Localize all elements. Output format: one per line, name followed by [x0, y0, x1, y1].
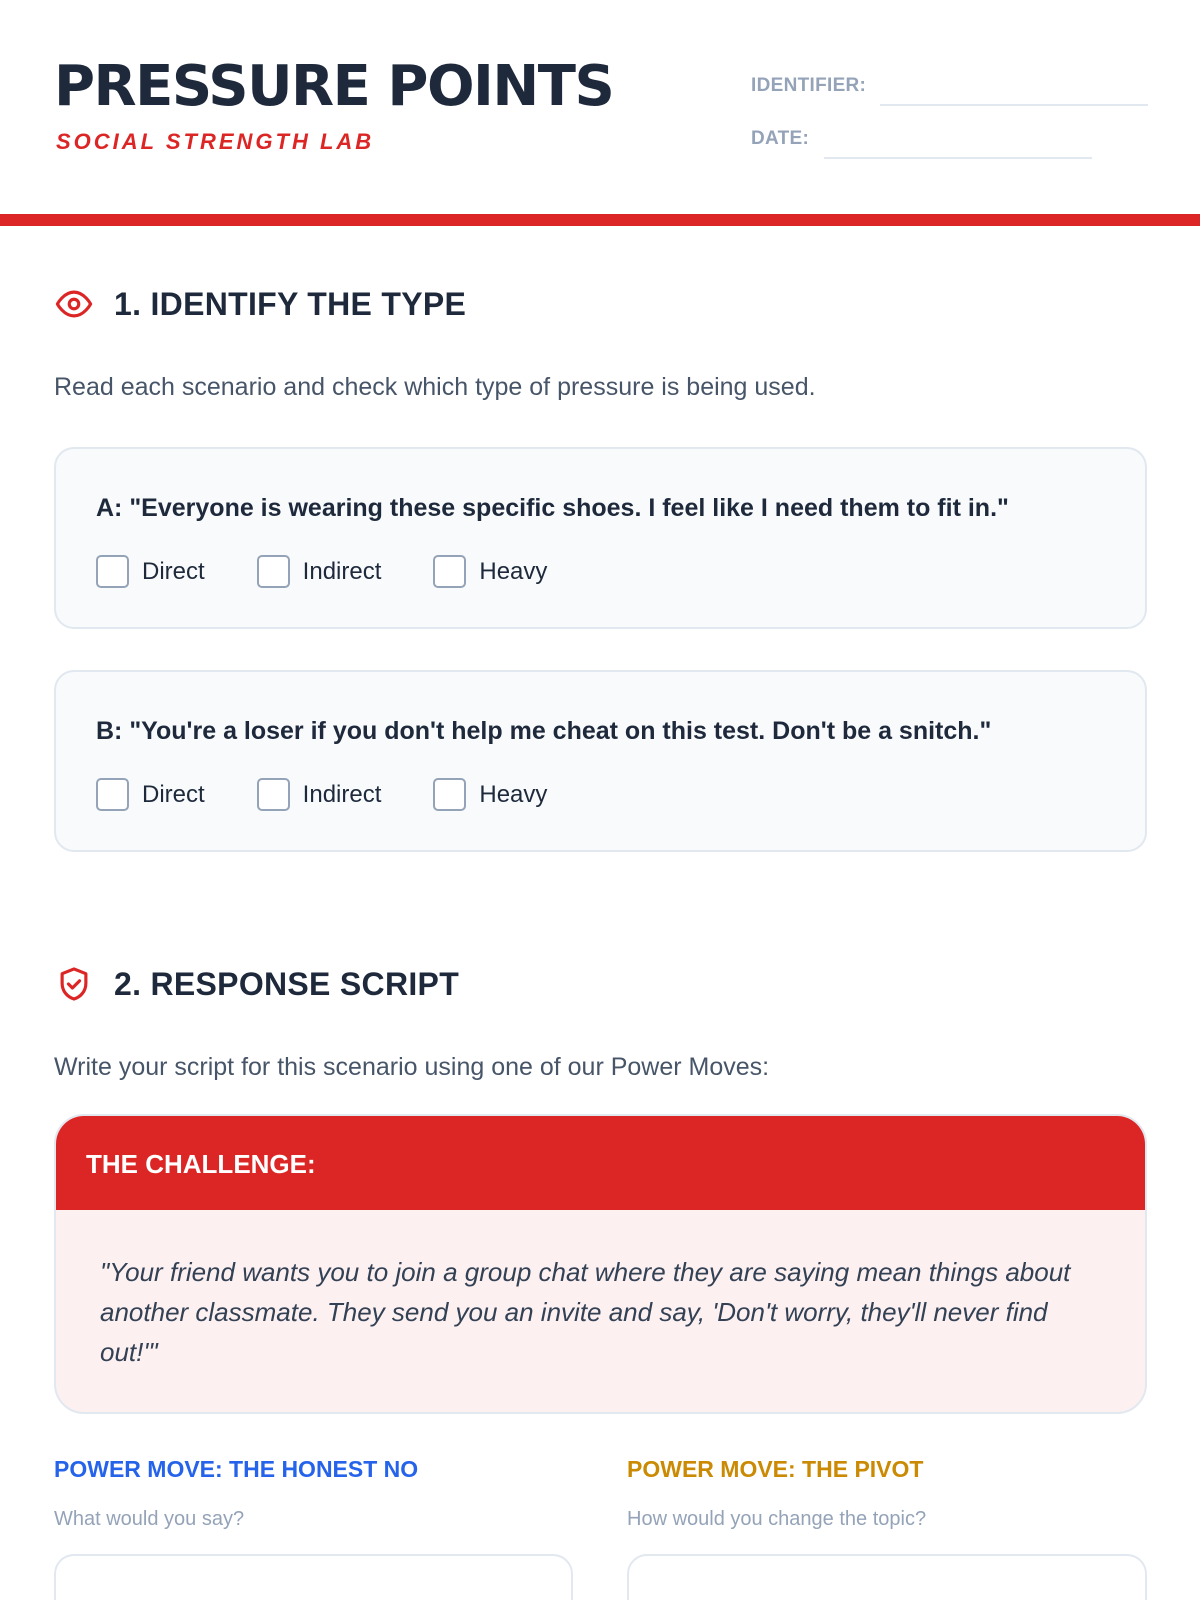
- page-title: PRESSURE POINTS: [54, 54, 614, 119]
- power-move-honest-no-title: POWER MOVE: THE HONEST NO: [54, 1456, 419, 1482]
- option-heavy[interactable]: Heavy: [433, 555, 547, 588]
- scenario-card-a: [54, 447, 1147, 629]
- section-intro: Write your script for this scenario using one of our Power Moves:: [54, 1053, 770, 1081]
- option-indirect[interactable]: Indirect: [257, 778, 382, 811]
- identifier-label: IDENTIFIER:: [751, 75, 867, 96]
- worksheet-header: [0, 0, 1200, 214]
- date-field[interactable]: [824, 157, 1092, 159]
- option-group: [96, 778, 599, 811]
- option-heavy[interactable]: Heavy: [433, 778, 547, 811]
- checkbox[interactable]: [433, 555, 466, 588]
- pivot-answer-box[interactable]: [627, 1554, 1147, 1600]
- eye-icon: [54, 284, 94, 324]
- challenge-card: [54, 1114, 1147, 1414]
- checkbox[interactable]: [96, 555, 129, 588]
- checkbox[interactable]: [96, 778, 129, 811]
- header-divider: [0, 214, 1200, 226]
- date-label: DATE:: [751, 128, 810, 149]
- section-title: 1. IDENTIFY THE TYPE: [114, 285, 467, 322]
- honest-no-answer-box[interactable]: [54, 1554, 573, 1600]
- scenario-text: A: "Everyone is wearing these specific shoes. I feel like I need them to fit in.": [96, 494, 1009, 522]
- section-response-script-heading: [54, 964, 459, 1004]
- scenario-card-b: [54, 670, 1147, 852]
- checkbox[interactable]: [257, 778, 290, 811]
- option-direct[interactable]: Direct: [96, 555, 205, 588]
- page-subtitle: SOCIAL STRENGTH LAB: [56, 129, 375, 154]
- option-indirect[interactable]: Indirect: [257, 555, 382, 588]
- power-move-pivot-title: POWER MOVE: THE PIVOT: [627, 1456, 924, 1482]
- option-direct[interactable]: Direct: [96, 778, 205, 811]
- section-identify-type-heading: [54, 284, 466, 324]
- power-move-honest-no-hint: What would you say?: [54, 1508, 245, 1530]
- shield-check-icon: [54, 964, 94, 1004]
- power-move-pivot-hint: How would you change the topic?: [627, 1508, 927, 1530]
- checkbox[interactable]: [257, 555, 290, 588]
- section-intro: Read each scenario and check which type of pressure is being used.: [54, 373, 816, 401]
- challenge-text: "Your friend wants you to join a group chat where they are saying mean things about another classmate. They send you an invite and say, 'Don't worry, they'll never find out!'": [100, 1257, 1071, 1367]
- section-title: 2. RESPONSE SCRIPT: [114, 965, 460, 1002]
- challenge-title: THE CHALLENGE:: [56, 1116, 1145, 1210]
- scenario-text: B: "You're a loser if you don't help me cheat on this test. Don't be a snitch.": [96, 717, 992, 745]
- checkbox[interactable]: [433, 778, 466, 811]
- identifier-field[interactable]: [880, 104, 1148, 106]
- option-group: [96, 555, 599, 588]
